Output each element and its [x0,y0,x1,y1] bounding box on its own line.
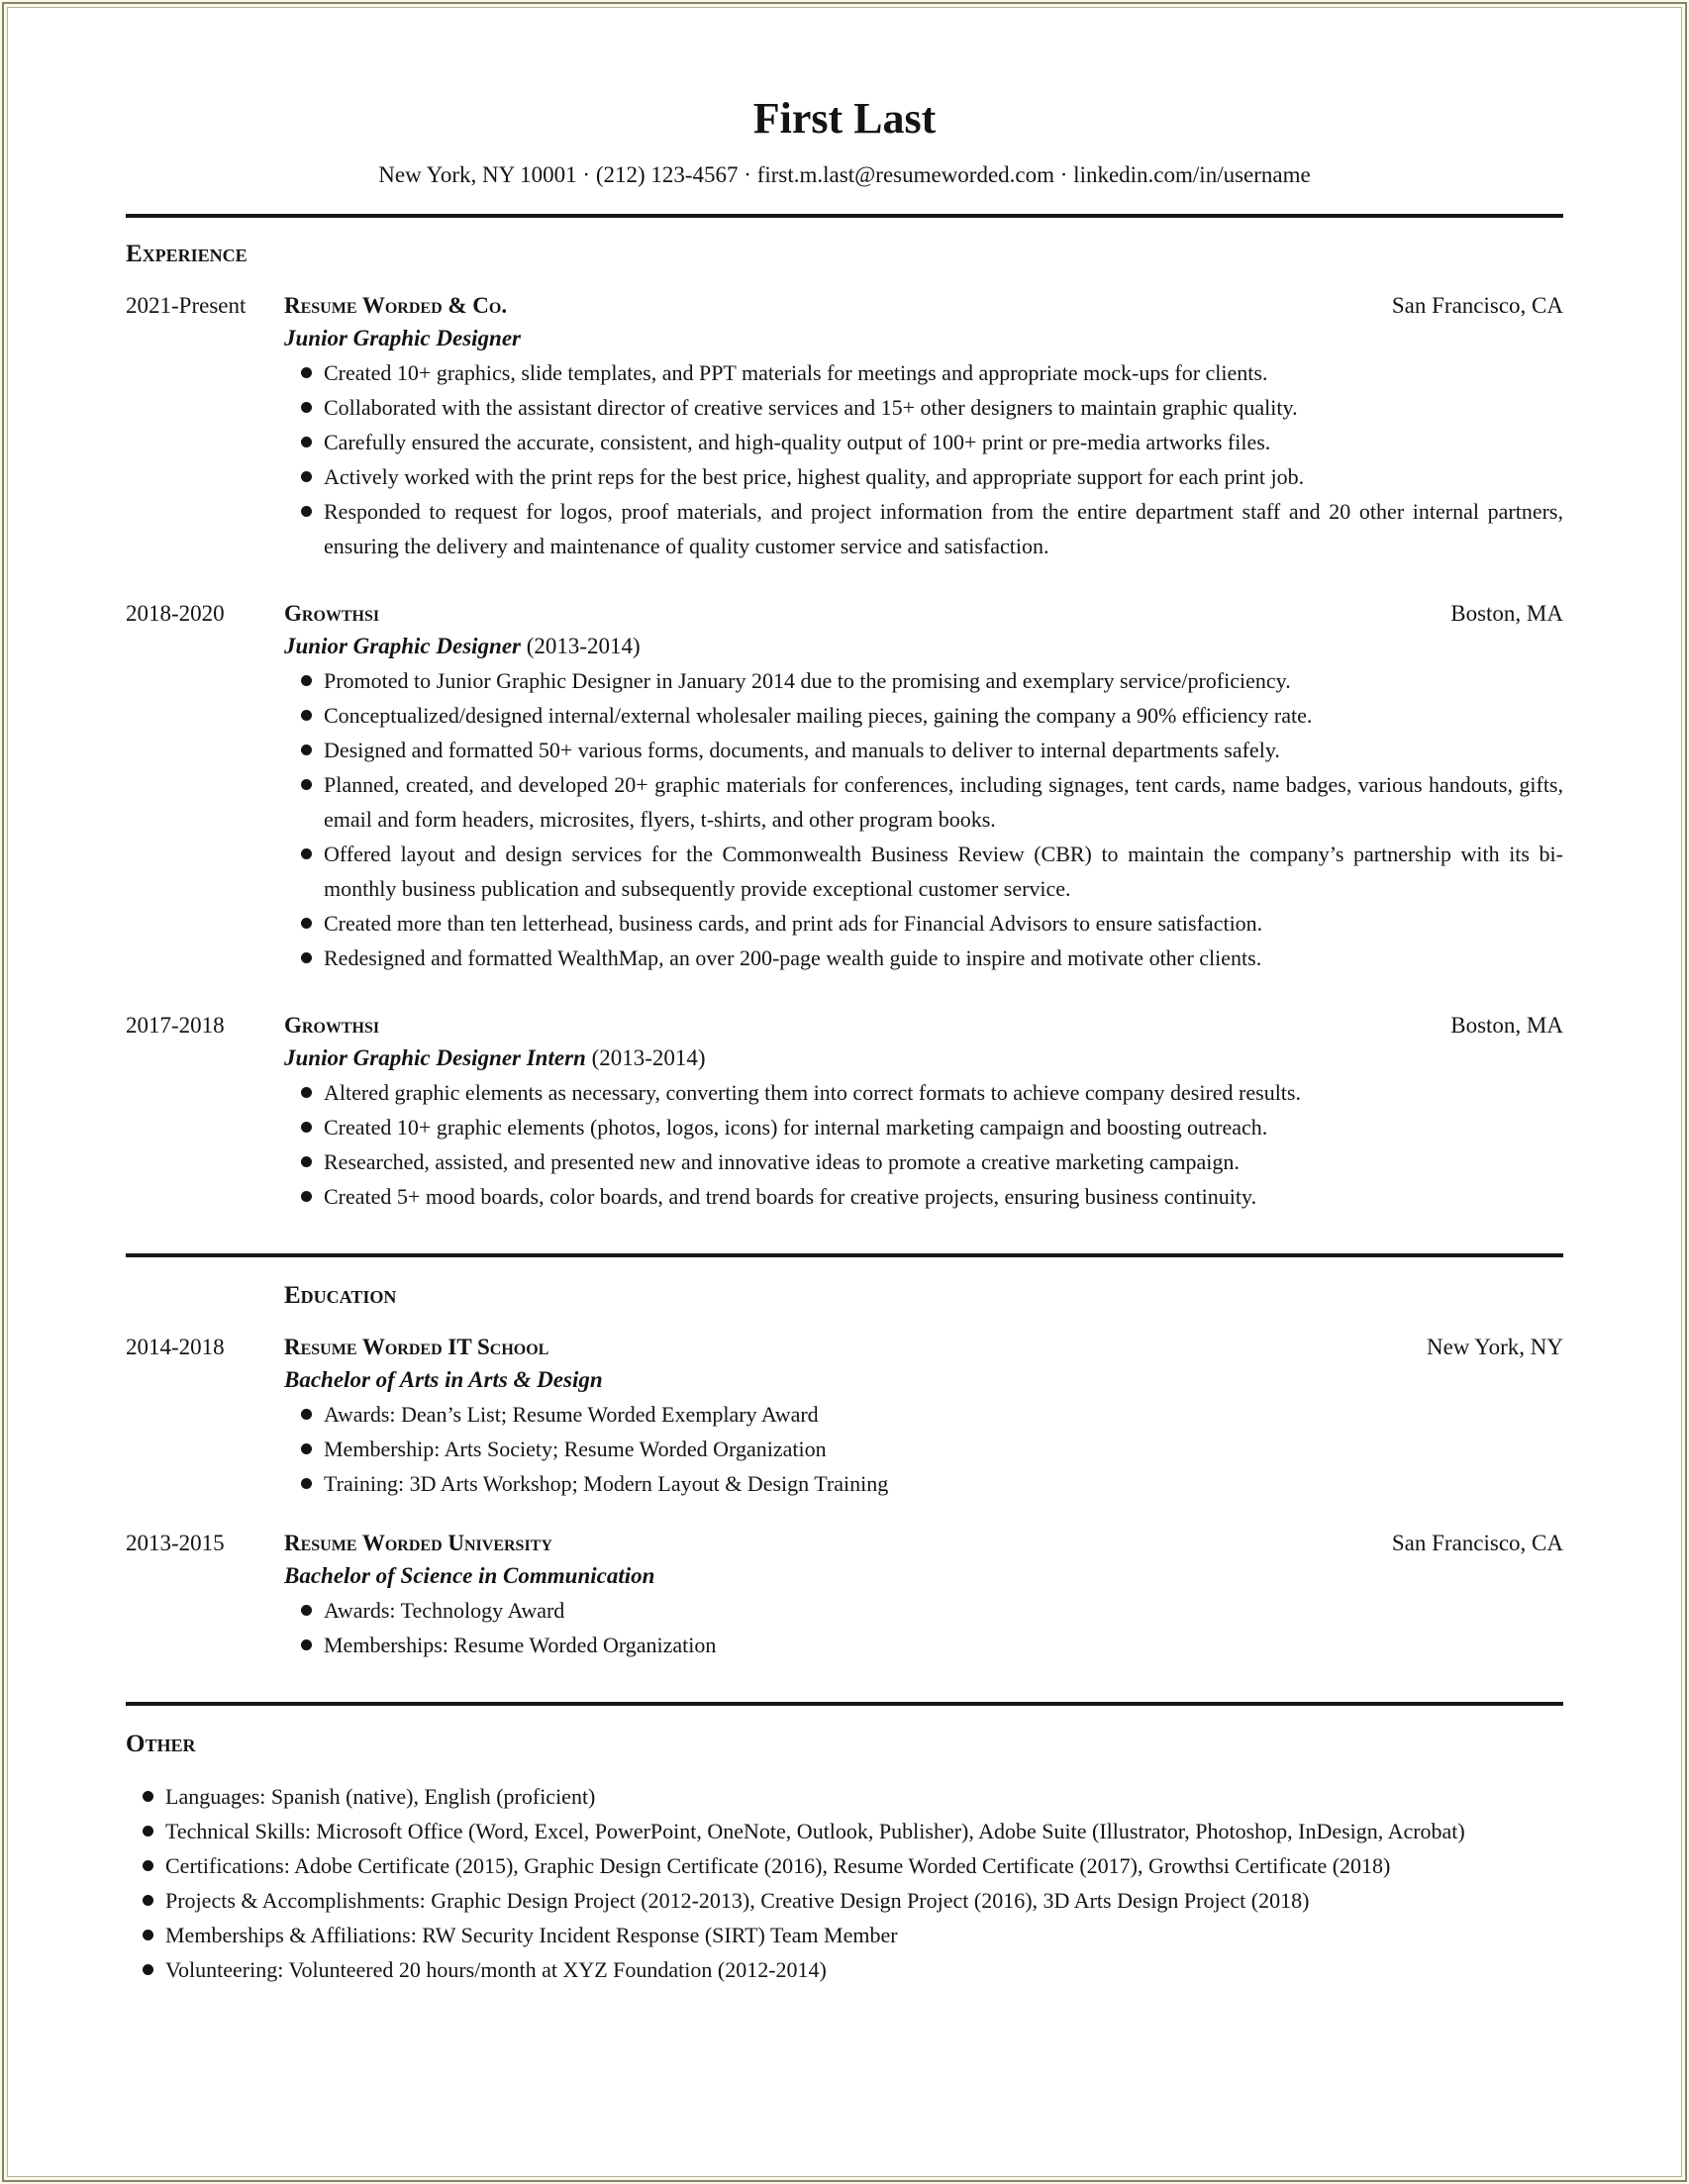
education-entry-1 [126,1331,1563,1501]
section-divider [126,1702,1563,1706]
entry-company: Resume Worded & Co. [284,293,508,319]
entry-location: San Francisco, CA [1391,1531,1563,1556]
section-heading-other: Other [126,1731,196,1758]
entry-dates: 2014-2018 [126,1335,225,1360]
entry-role-dates: (2013-2014) [520,634,641,659]
entry-body [284,322,1563,563]
entry-body [284,1042,1563,1214]
bullet-item: Projects & Accomplishments: Graphic Design Project (2012-2013), Creative Design Project (2016), 3D Arts Design Project (2018) [126,1883,1563,1918]
bullet-item: Certifications: Adobe Certificate (2015), Graphic Design Certificate (2016), Resume Worded Certificate (2017), Growthsi Certificate (2018) [126,1848,1563,1883]
bullet-item: Created 10+ graphic elements (photos, logos, icons) for internal marketing campaign and boosting outreach. [284,1110,1563,1144]
entry-location: Boston, MA [1450,601,1563,627]
entry-role [284,630,1563,663]
bullet-item: Memberships & Affiliations: RW Security Incident Response (SIRT) Team Member [126,1918,1563,1952]
entry-role-title: Junior Graphic Designer [284,634,521,659]
bullet-item: Responded to request for logos, proof materials, and project information from the entire department staff and 20 other internal partners, ensuring the delivery and maintenance of quality customer service and satisfaction. [284,494,1563,563]
entry-school: Resume Worded IT School [284,1335,549,1360]
bullet-item: Languages: Spanish (native), English (proficient) [126,1779,1563,1814]
bullet-item: Offered layout and design services for the Commonwealth Business Review (CBR) to maintain the company’s partnership with its bi-monthly business publication and subsequently provide exceptional customer service. [284,837,1563,906]
bullet-item: Promoted to Junior Graphic Designer in January 2014 due to the promising and exemplary service/proficiency. [284,663,1563,698]
bullet-item: Membership: Arts Society; Resume Worded Organization [284,1432,1563,1466]
bullet-item: Carefully ensured the accurate, consistent, and high-quality output of 100+ print or pre-media artworks files. [284,425,1563,459]
bullet-item: Conceptualized/designed internal/external wholesaler mailing pieces, gaining the company a 90% efficiency rate. [284,698,1563,733]
entry-role-title: Junior Graphic Designer Intern [284,1045,586,1071]
section-experience [126,240,1563,1214]
entry-header [126,1331,1563,1363]
entry-degree [284,1559,1563,1593]
bullet-item: Awards: Dean’s List; Resume Worded Exemplary Award [284,1397,1563,1432]
bullet-item: Researched, assisted, and presented new and innovative ideas to promote a creative marketing campaign. [284,1144,1563,1179]
bullet-item: Memberships: Resume Worded Organization [284,1628,1563,1662]
bullet-item: Redesigned and formatted WealthMap, an over 200-page wealth guide to inspire and motivate other clients. [284,941,1563,975]
entry-bullet-list [284,1075,1563,1214]
entry-header [126,289,1563,322]
entry-dates: 2021-Present [126,293,247,319]
entry-degree-title: Bachelor of Arts in Arts & Design [284,1367,603,1393]
entry-location: Boston, MA [1450,1013,1563,1039]
entry-role [284,322,1563,355]
bullet-item: Created more than ten letterhead, business cards, and print ads for Financial Advisors to ensure satisfaction. [284,906,1563,941]
entry-degree [284,1363,1563,1397]
entry-bullet-list [284,1397,1563,1501]
experience-entry-1 [126,289,1563,563]
entry-degree-title: Bachelor of Science in Communication [284,1563,655,1589]
other-bullet-list [126,1779,1563,1987]
resume-content [4,4,1685,1987]
page-title: First Last [752,94,937,143]
entry-location: San Francisco, CA [1391,293,1563,319]
entry-dates: 2018-2020 [126,601,225,627]
section-education [126,1281,1563,1662]
bullet-item: Technical Skills: Microsoft Office (Word, Excel, PowerPoint, OneNote, Outlook, Publisher), Adobe Suite (Illustrator, Photoshop, InDesign, Acrobat) [126,1814,1563,1848]
entry-header [126,597,1563,630]
bullet-item: Created 10+ graphics, slide templates, and PPT materials for meetings and appropriate mock-ups for clients. [284,355,1563,390]
entry-bullet-list [284,355,1563,563]
experience-entry-2 [126,597,1563,975]
entry-bullet-list [284,663,1563,975]
entry-body [284,630,1563,975]
entry-header [126,1009,1563,1042]
entry-role [284,1042,1563,1075]
bullet-item: Altered graphic elements as necessary, converting them into correct formats to achieve company desired results. [284,1075,1563,1110]
bullet-item: Training: 3D Arts Workshop; Modern Layout & Design Training [284,1466,1563,1501]
bullet-item: Planned, created, and developed 20+ graphic materials for conferences, including signages, tent cards, name badges, various handouts, gifts, email and form headers, microsites, flyers, t-shirts, and other program books. [284,767,1563,837]
entry-header [126,1527,1563,1559]
section-other [126,1730,1563,1987]
bullet-item: Designed and formatted 50+ various forms, documents, and manuals to deliver to internal departments safely. [284,733,1563,767]
education-entry-2 [126,1527,1563,1662]
entry-role-title: Junior Graphic Designer [284,326,521,351]
section-heading-education: Education [284,1282,397,1310]
resume-page [2,2,1687,2182]
bullet-item: Created 5+ mood boards, color boards, and trend boards for creative projects, ensuring business continuity. [284,1179,1563,1214]
entry-body [284,1559,1563,1662]
entry-bullet-list [284,1593,1563,1662]
resume-header [126,95,1563,188]
experience-entry-3 [126,1009,1563,1214]
bullet-item: Awards: Technology Award [284,1593,1563,1628]
entry-company: Growthsi [284,1013,380,1039]
section-divider [126,214,1563,218]
entry-dates: 2013-2015 [126,1531,225,1556]
section-divider [126,1253,1563,1257]
entry-role-dates: (2013-2014) [585,1045,706,1071]
entry-dates: 2017-2018 [126,1013,225,1039]
entry-company: Growthsi [284,601,380,627]
bullet-item: Collaborated with the assistant director of creative services and 15+ other designers to maintain graphic quality. [284,390,1563,425]
bullet-item: Volunteering: Volunteered 20 hours/month at XYZ Foundation (2012-2014) [126,1952,1563,1987]
section-heading-experience: Experience [126,241,248,268]
entry-body [284,1363,1563,1501]
entry-location: New York, NY [1426,1335,1563,1360]
entry-school: Resume Worded University [284,1531,552,1556]
contact-line: New York, NY 10001 · (212) 123-4567 · first.m.last@resumeworded.com · linkedin.com/in/username [378,162,1311,188]
bullet-item: Actively worked with the print reps for the best price, highest quality, and appropriate support for each print job. [284,459,1563,494]
